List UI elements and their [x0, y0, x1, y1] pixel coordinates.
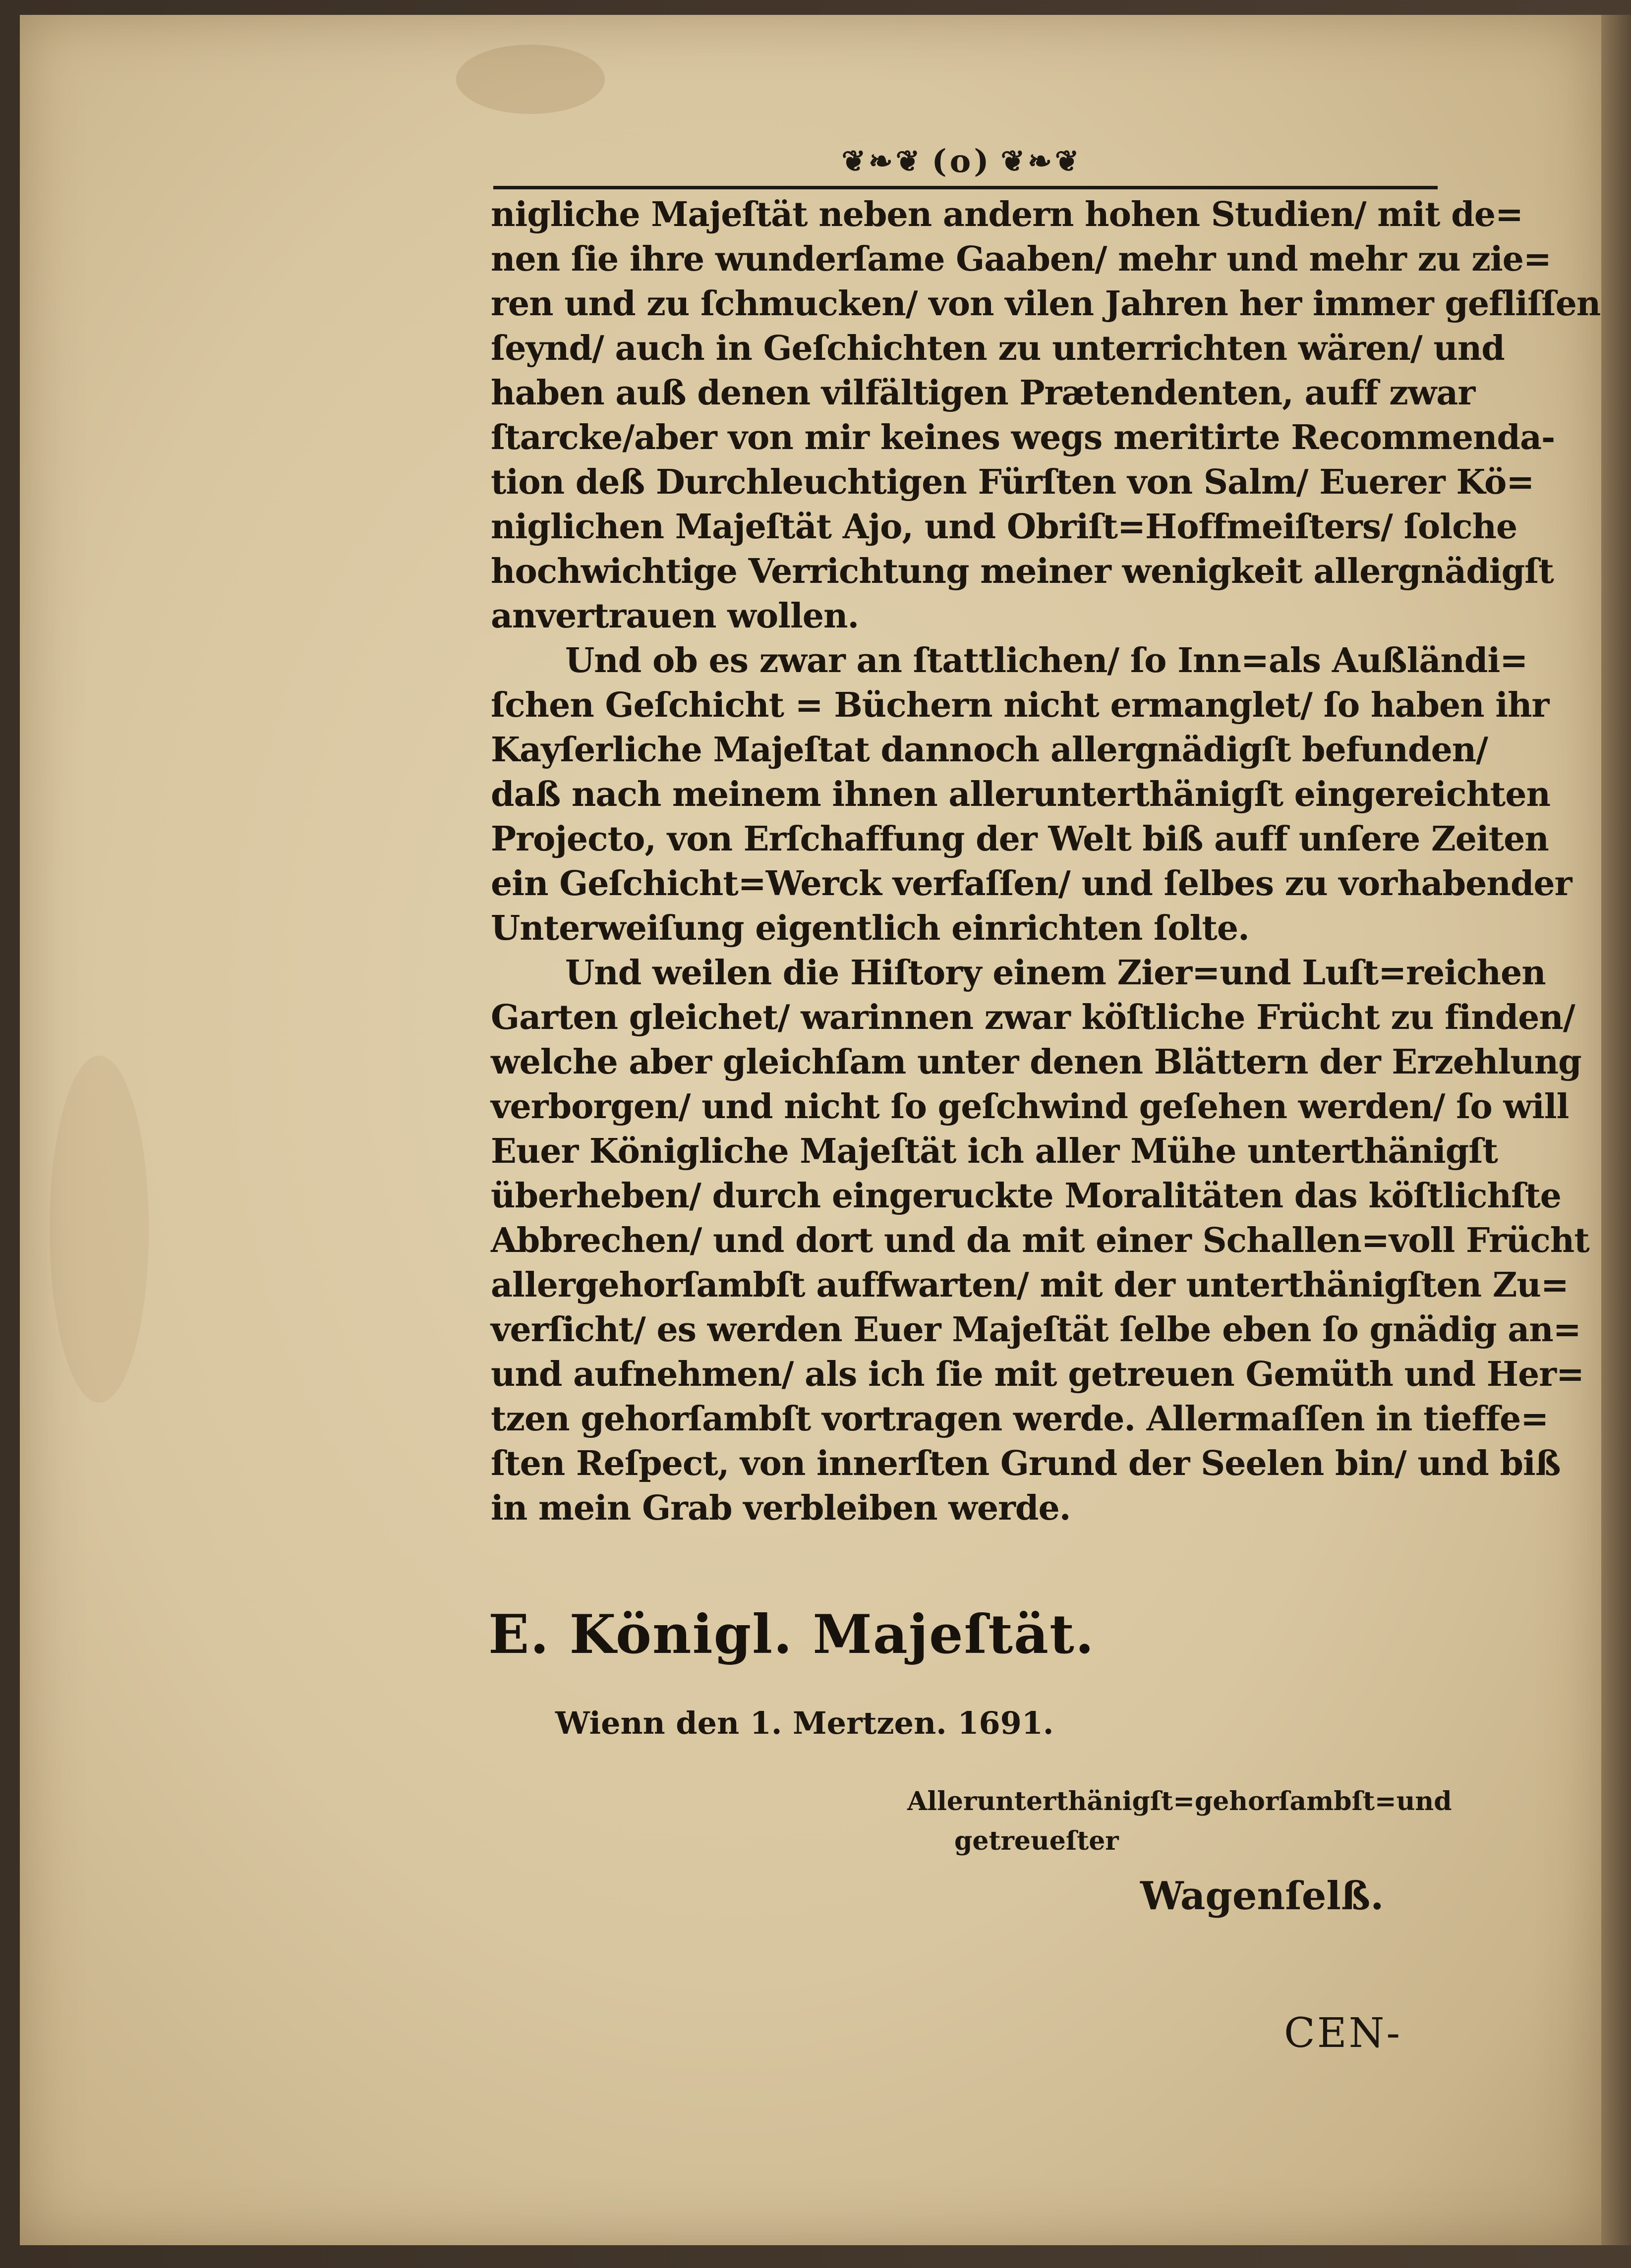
text-line: Projecto, von Erſchaffung der Welt biß auff unſere Zeiten	[491, 819, 1549, 859]
text-line: Garten gleichet/ warinnen zwar köſtliche Frücht zu finden/	[491, 998, 1575, 1037]
text-line: Und weilen die Hiſtory einem Zier=und Luſt=reichen	[565, 953, 1546, 993]
text-line: niglichen Majeſtät Ajo, und Obriſt=Hoffmeiſters/ ſolche	[491, 507, 1517, 547]
text-line: verborgen/ und nicht ſo geſchwind geſehen werden/ ſo will	[491, 1087, 1569, 1127]
text-line: in mein Grab verbleiben werde.	[491, 1488, 1071, 1528]
header-rule	[493, 186, 1438, 189]
text-line: anvertrauen wollen.	[491, 596, 859, 636]
page-edge	[1601, 15, 1631, 2245]
text-line: hochwichtige Verrichtung meiner wenigkeit allergnädigſt	[491, 552, 1554, 591]
text-line: ſchen Geſchicht = Büchern nicht ermanglet/ ſo haben ihr	[491, 685, 1549, 725]
paper-stain	[50, 1056, 149, 1403]
text-line: verſicht/ es werden Euer Majeſtät ſelbe eben ſo gnädig an=	[491, 1310, 1581, 1350]
text-line: ſeynd/ auch in Geſchichten zu unterrichten wären/ und	[491, 329, 1505, 368]
text-line: nen ſie ihre wunderſame Gaaben/ mehr und mehr zu zie=	[491, 239, 1551, 279]
text-line: Und ob es zwar an ſtattlichen/ ſo Inn=als Außländi=	[565, 641, 1528, 680]
text-line: ren und zu ſchmucken/ von vilen Jahren her immer gefliſſen	[491, 284, 1601, 324]
ornament-right: ❦❧❦	[1000, 144, 1082, 178]
text-line: tion deß Durchleuchtigen Fürſten von Salm/ Euerer Kö=	[491, 462, 1534, 502]
running-head	[823, 139, 1101, 183]
text-line: allergehorſambſt auffwarten/ mit der unterthänigſten Zu=	[491, 1265, 1569, 1305]
dateline: Wienn den 1. Mertzen. 1691.	[555, 1705, 1054, 1741]
text-line: nigliche Majeſtät neben andern hohen Studien/ mit de=	[491, 195, 1523, 234]
paper-stain	[456, 45, 605, 114]
closing-line: Allerunterthänigſt=gehorſambſt=und	[907, 1786, 1452, 1816]
text-line: welche aber gleichſam unter denen Blättern der Erzehlung	[491, 1042, 1581, 1082]
catchword: CEN-	[1284, 2010, 1402, 2057]
text-line: ſten Reſpect, von innerſten Grund der Seelen bin/ und biß	[491, 1444, 1561, 1483]
signature: Wagenſelß.	[1140, 1873, 1384, 1919]
closing-line: getreueſter	[954, 1826, 1119, 1856]
closing-formula	[907, 1782, 1452, 1861]
body-text	[491, 192, 1601, 1531]
page-marker: (o)	[932, 142, 992, 180]
text-line: und aufnehmen/ als ich ſie mit getreuen Gemüth und Her=	[491, 1355, 1584, 1394]
text-line: Euer Königliche Majeſtät ich aller Mühe unterthänigſt	[491, 1132, 1498, 1171]
ornament-left: ❦❧❦	[841, 144, 923, 178]
text-line: ein Geſchicht=Werck verfaſſen/ und ſelbes zu vorhabender	[491, 864, 1572, 904]
salutation: E. Königl. Majeſtät.	[488, 1603, 1095, 1666]
text-line: daß nach meinem ihnen allerunterthänigſt eingereichten	[491, 775, 1550, 814]
text-line: tzen gehorſambſt vortragen werde. Allermaſſen in tieffe=	[491, 1399, 1549, 1439]
text-line: Unterweiſung eigentlich einrichten ſolte.	[491, 908, 1249, 948]
text-line: ſtarcke/aber von mir keines wegs meritirte Recommenda-	[491, 418, 1555, 457]
text-line: Abbrechen/ und dort und da mit einer Schallen=voll Frücht	[491, 1221, 1589, 1260]
text-line: überheben/ durch eingeruckte Moralitäten das köſtlichſte	[491, 1176, 1561, 1216]
text-line: haben auß denen vilfältigen Prætendenten, auff zwar	[491, 373, 1475, 413]
text-line: Kayſerliche Majeſtat dannoch allergnädigſt befunden/	[491, 730, 1488, 770]
